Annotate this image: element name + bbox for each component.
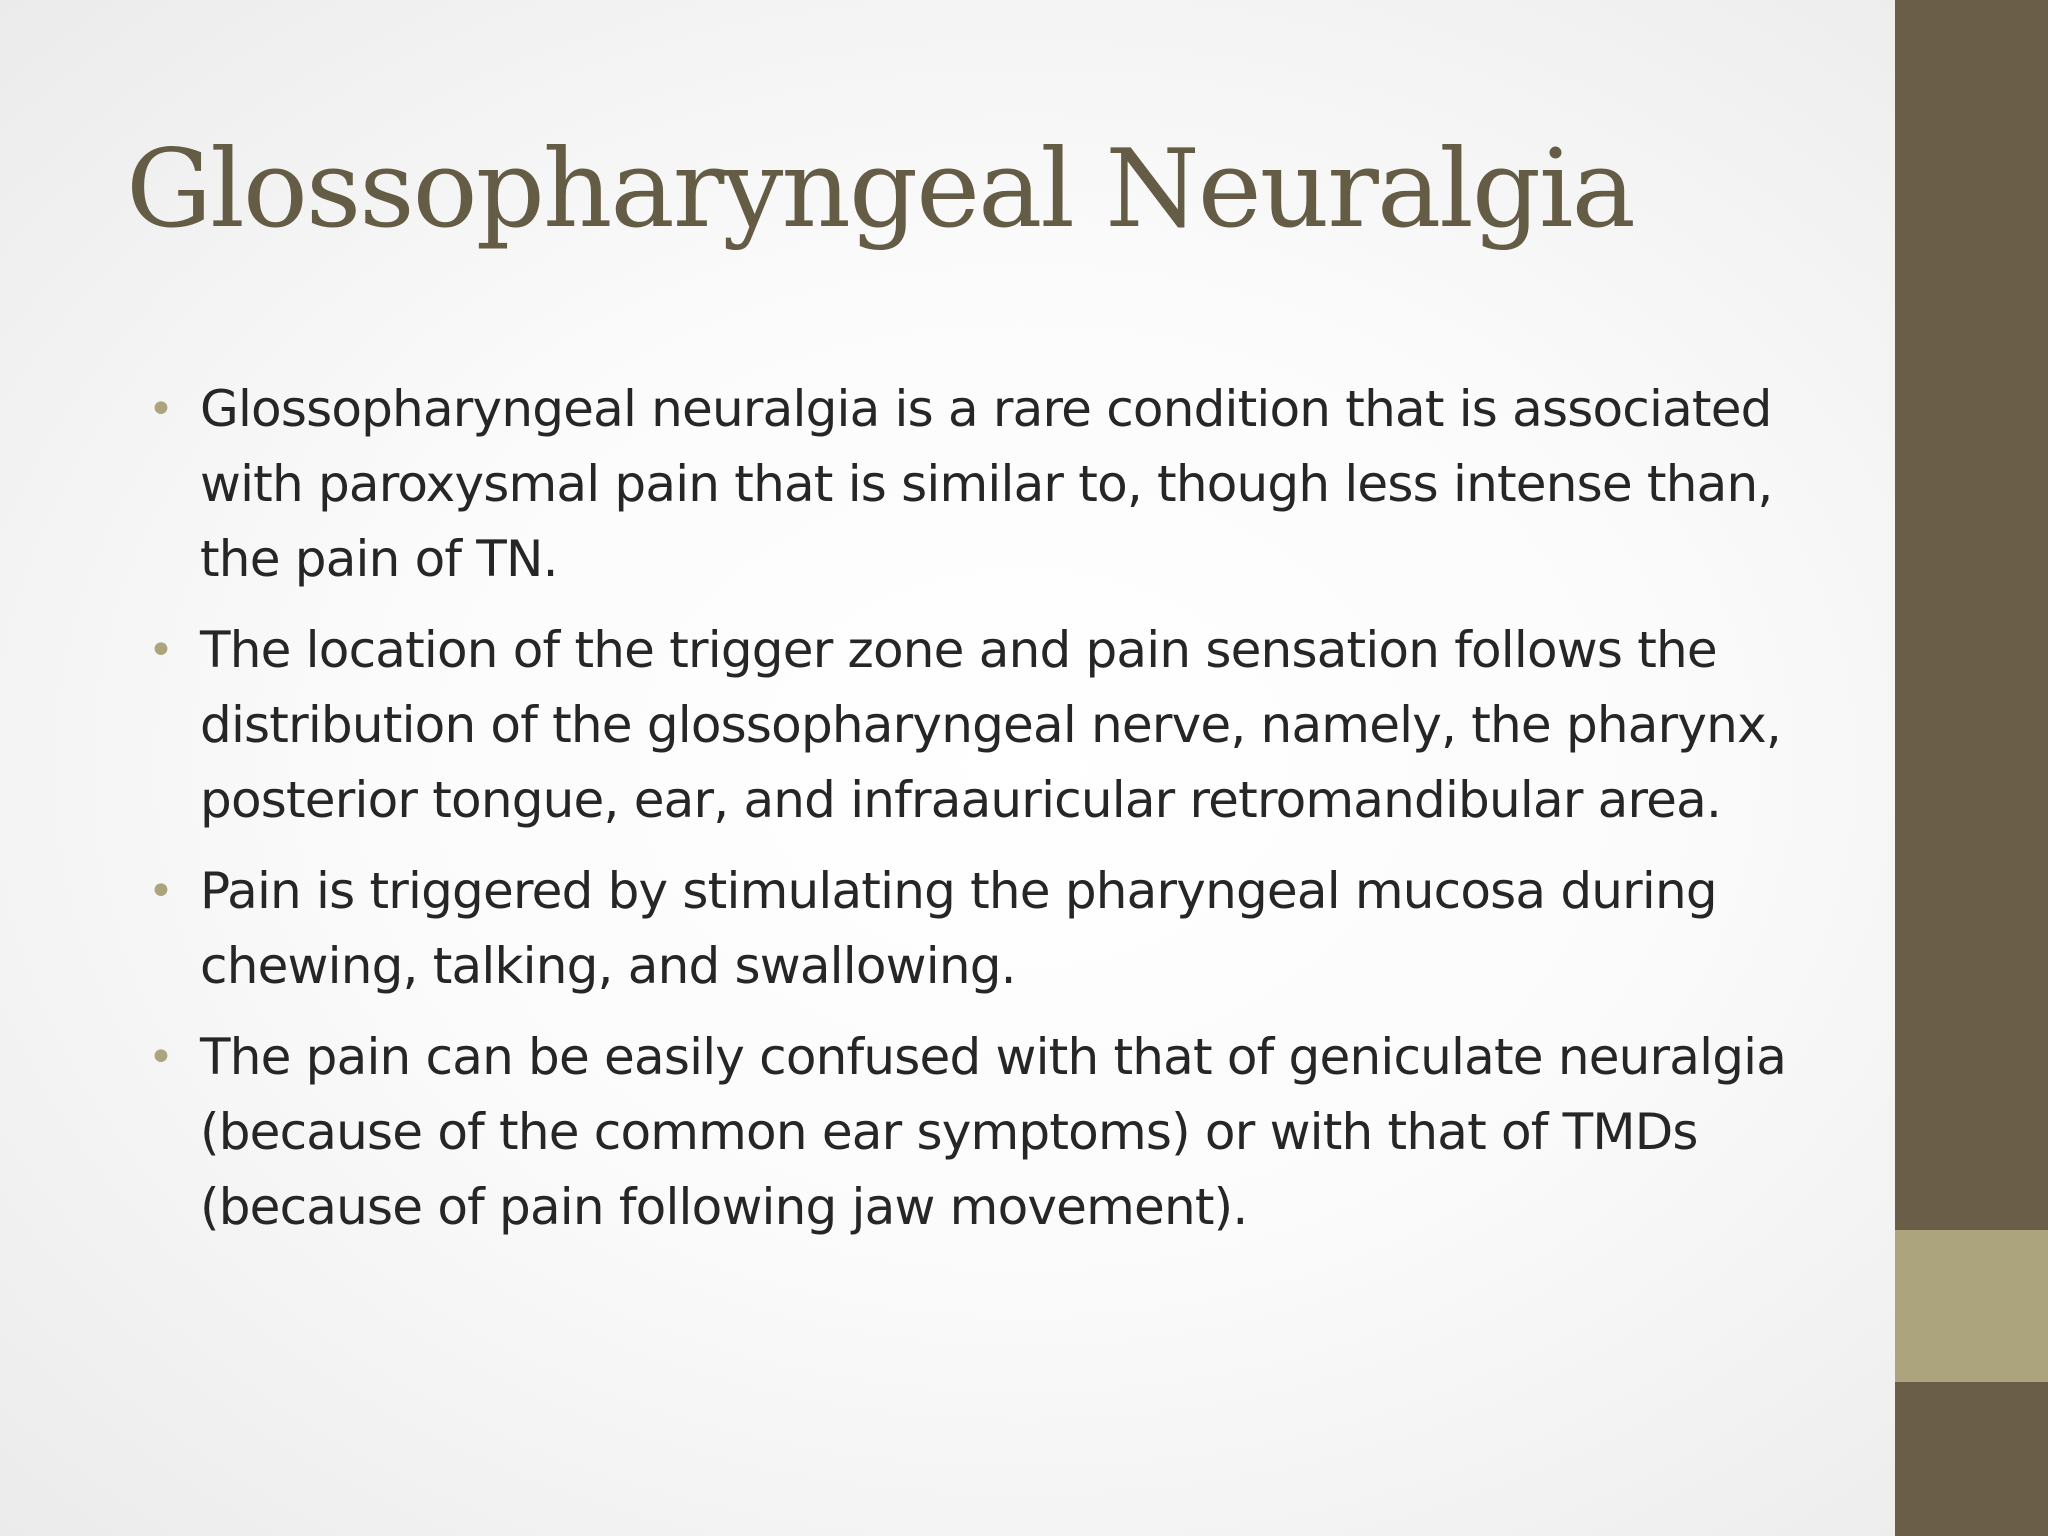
bullet-dot-icon: • <box>148 384 174 435</box>
bullet-list <box>148 372 1808 1261</box>
bullet-item <box>148 1020 1808 1245</box>
bullet-text: The location of the trigger zone and pain sensation follows the distribution of the glossopharyngeal nerve, namely, the pharynx, posterior tongue, ear, and infraauricular retromandibular area. <box>200 621 1781 829</box>
slide-title: Glossopharyngeal Neuralgia <box>126 127 1634 252</box>
bullet-text: Glossopharyngeal neuralgia is a rare condition that is associated with paroxysmal pain that is similar to, though less intense than, the pain of TN. <box>200 380 1773 588</box>
bullet-dot-icon: • <box>148 1032 174 1083</box>
bullet-item <box>148 613 1808 838</box>
side-accent-block <box>1895 1230 2048 1382</box>
bullet-text: The pain can be easily confused with that of geniculate neuralgia (because of the common ear symptoms) or with that of TMDs (because of pain following jaw movement). <box>200 1028 1787 1236</box>
bullet-dot-icon: • <box>148 866 174 917</box>
bullet-dot-icon: • <box>148 625 174 676</box>
bullet-text: Pain is triggered by stimulating the pharyngeal mucosa during chewing, talking, and swallowing. <box>200 862 1717 995</box>
bullet-item <box>148 372 1808 597</box>
bullet-item <box>148 854 1808 1004</box>
